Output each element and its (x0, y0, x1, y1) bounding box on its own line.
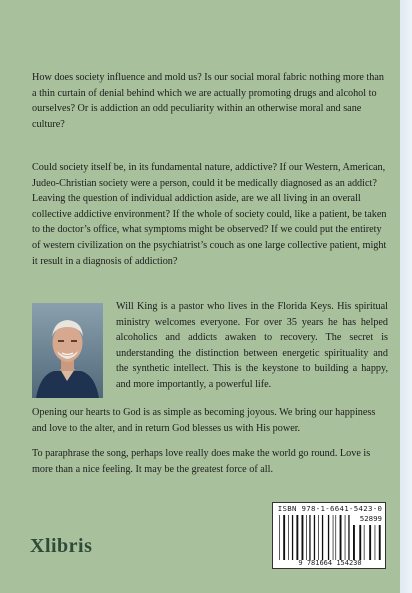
closing-paragraph-2: To paraphrase the song, perhaps love really does make the world go round. Love is more than a nice feeling. It may be the greatest force of all. (32, 448, 371, 475)
closing-paragraph-1: Opening our hearts to God is as simple as becoming joyous. We bring our happiness and love to the alter, and in return God blesses us with His power. (32, 407, 376, 434)
price-code: 52899 (359, 514, 382, 523)
author-photo (32, 303, 103, 398)
cover-edge (400, 0, 412, 593)
publisher-logo: Xlibris (30, 535, 93, 557)
author-bio: Will King is a pastor who lives in the Florida Keys. His spiritual ministry welcomes everyone. For over 35 years he has helped alcoholics and addicts awaken to recovery. The secret is understanding the distinction between energetic spirituality and the synthetic intellect. This is the keystone to building a happy, and more importantly, a powerful life. (116, 301, 388, 390)
intro-paragraph: How does society influence and mold us? Is our social moral fabric nothing more than a thin curtain of denial behind which we are actually promoting drugs and alcohol to ourselves? Or is addiction an odd peculiarity within an otherwise moral and sane culture? (32, 72, 384, 130)
ean-digits: 9 781664 154230 (298, 559, 362, 567)
question-paragraph: Could society itself be, in its fundamental nature, addictive? If our Western, American, Judeo-Christian society were a person, could it be medically diagnosed as an addict? Leaving the question of individual addiction aside, are we all living in an overall collective addictive environment? If the whole of society could, like a patient, be taken to the doctor’s office, what symptoms might be observed? If we could put the entirety of western civilization on the psychiatrist’s couch as one large collective patient, might it result in a diagnosis of addiction? (32, 162, 387, 267)
author-portrait-image (32, 303, 103, 398)
isbn-barcode (272, 502, 386, 569)
isbn-label: ISBN 978-1-6641-5423-0 (277, 504, 383, 513)
